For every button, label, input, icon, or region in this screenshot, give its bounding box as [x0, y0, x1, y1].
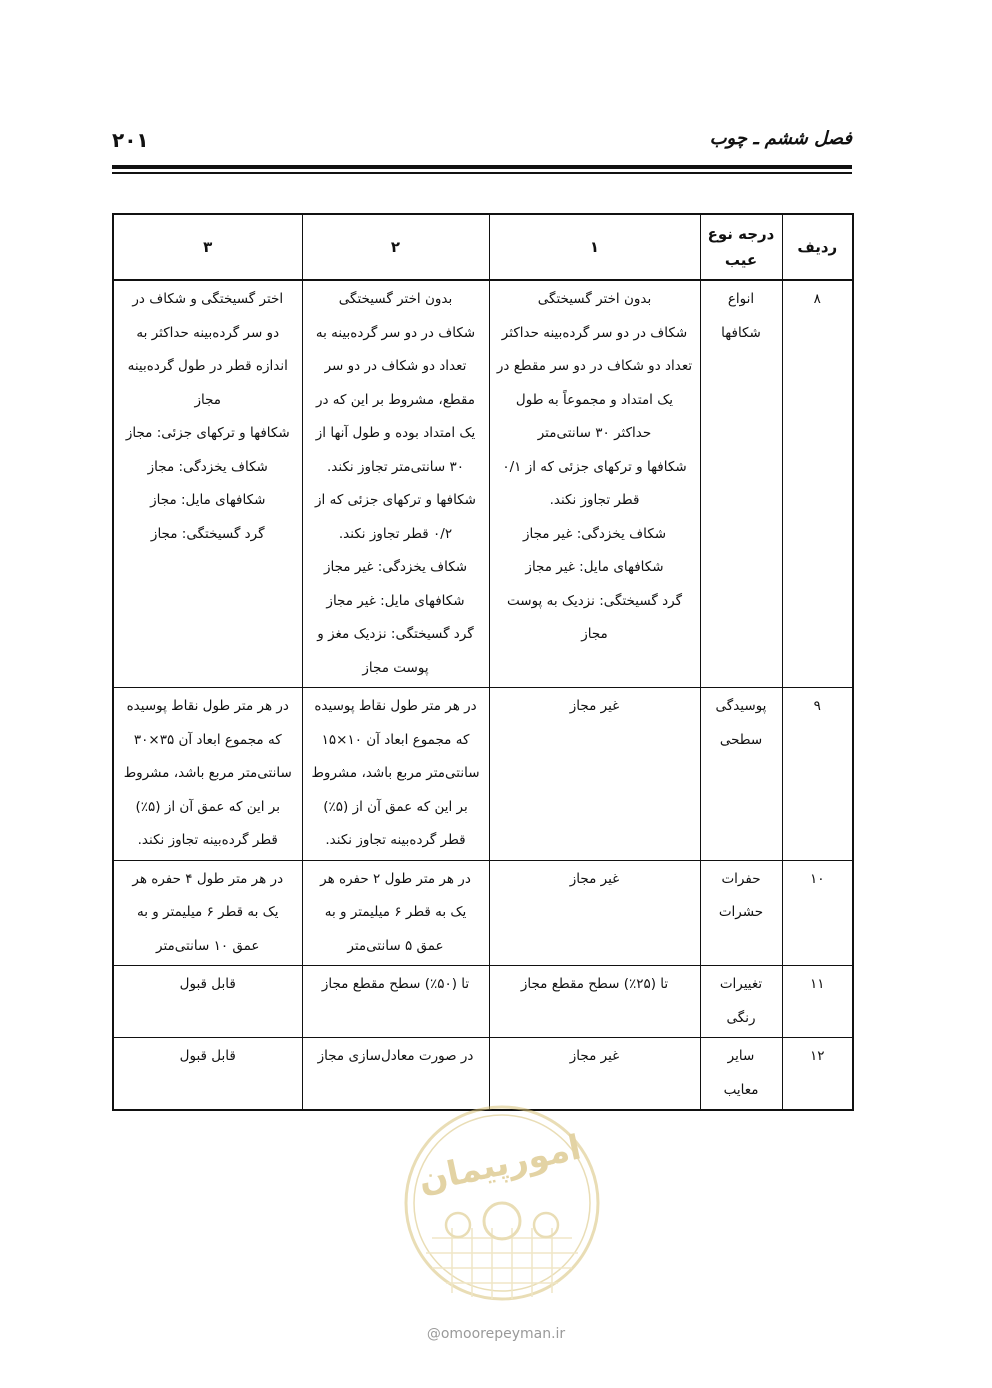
- grade-1-cell: غیر مجاز: [489, 860, 700, 966]
- header-grade-2: ۲: [302, 214, 489, 280]
- row-number: ۹: [782, 688, 853, 861]
- table-row: [113, 860, 853, 966]
- grade-3-cell: اختر گسیختگی و شکاف در دو سر گرده‌بینه حداکثر به اندازه قطر در طول گرده‌بینه مجاز شکافها و ترکهای جزئی: مجاز شکاف یخزدگی: مجاز شکافهای مایل: مجاز گرد گسیختگی: مجاز: [113, 280, 302, 688]
- grade-1-cell: تا (۲۵٪) سطح مقطع مجاز: [489, 966, 700, 1038]
- row-number: ۸: [782, 280, 853, 688]
- page-header: [112, 128, 852, 168]
- grade-2-cell: در هر متر طول نقاط پوسیده که مجموع ابعاد آن ۱۰×۱۵ سانتی‌متر مربع باشد، مشروط بر این که عمق آن از (۵٪) قطر گرده‌بینه تجاوز نکند.: [302, 688, 489, 861]
- grade-1-cell: غیر مجاز: [489, 1038, 700, 1111]
- table-row: [113, 1038, 853, 1111]
- table-row: [113, 280, 853, 688]
- grade-2-cell: در هر متر طول ۲ حفره هر یک به قطر ۶ میلیمتر و به عمق ۵ سانتی‌متر: [302, 860, 489, 966]
- table-header-row: [113, 214, 853, 280]
- row-number: ۱۲: [782, 1038, 853, 1111]
- watermark-seal-icon: [402, 1103, 602, 1303]
- grade-3-cell: قابل قبول: [113, 966, 302, 1038]
- page-number: ۲۰۱: [112, 128, 149, 152]
- grade-3-cell: در هر متر طول نقاط پوسیده که مجموع ابعاد آن ۳۵×۳۰ سانتی‌متر مربع باشد، مشروط بر این که عمق آن از (۵٪) قطر گرده‌بینه تجاوز نکند.: [113, 688, 302, 861]
- header-rule-thin: [112, 172, 852, 174]
- header-row-number: ردیف: [782, 214, 853, 280]
- defect-type: پوسیدگی سطحی: [700, 688, 782, 861]
- table-row: [113, 688, 853, 861]
- watermark-text: امورپیمان: [414, 1127, 585, 1201]
- row-number: ۱۱: [782, 966, 853, 1038]
- defect-type: انواع شکافها: [700, 280, 782, 688]
- defects-table: [112, 213, 854, 1111]
- header-grade-1: ۱: [489, 214, 700, 280]
- defect-type: سایر معایب: [700, 1038, 782, 1111]
- defect-type: تغییرات رنگی: [700, 966, 782, 1038]
- grade-2-cell: در صورت معادل‌سازی مجاز: [302, 1038, 489, 1111]
- grade-3-cell: در هر متر طول ۴ حفره هر یک به قطر ۶ میلیمتر و به عمق ۱۰ سانتی‌متر: [113, 860, 302, 966]
- header-grade-3: ۳: [113, 214, 302, 280]
- header-defect-type: درجه نوع عیب: [700, 214, 782, 280]
- row-number: ۱۰: [782, 860, 853, 966]
- grade-3-cell: قابل قبول: [113, 1038, 302, 1111]
- grade-2-cell: بدون اختر گسیختگی شکاف در دو سر گرده‌بینه به تعداد دو شکاف در دو سر مقطع، مشروط بر این که در یک امتداد بوده و طول آنها از ۳۰ سانتی‌متر تجاوز نکند. شکافها و ترکهای جزئی که از ۰/۲ قطر تجاوز نکند. شکاف یخزدگی: غیر مجاز شکافهای مایل: غیر مجاز گرد گسیختگی: نزدیک مغز و پوست مجاز: [302, 280, 489, 688]
- grade-1-cell: بدون اختر گسیختگی شکاف در دو سر گرده‌بینه حداکثر تعداد دو شکاف در دو سر مقطع در یک امتداد و مجموعاً به طول حداکثر ۳۰ سانتی‌متر شکافها و ترکهای جزئی که از ۰/۱ قطر تجاوز نکند. شکاف یخزدگی: غیر مجاز شکافهای مایل: غیر مجاز گرد گسیختگی: نزدیک به پوست مجاز: [489, 280, 700, 688]
- header-rule-thick: [112, 165, 852, 169]
- grade-2-cell: تا (۵۰٪) سطح مقطع مجاز: [302, 966, 489, 1038]
- table-row: [113, 966, 853, 1038]
- website-footer: @omoorepeyman.ir: [426, 1326, 566, 1342]
- grade-1-cell: غیر مجاز: [489, 688, 700, 861]
- chapter-title: فصل ششم ـ چوب: [709, 128, 852, 149]
- defect-type: حفرات حشرات: [700, 860, 782, 966]
